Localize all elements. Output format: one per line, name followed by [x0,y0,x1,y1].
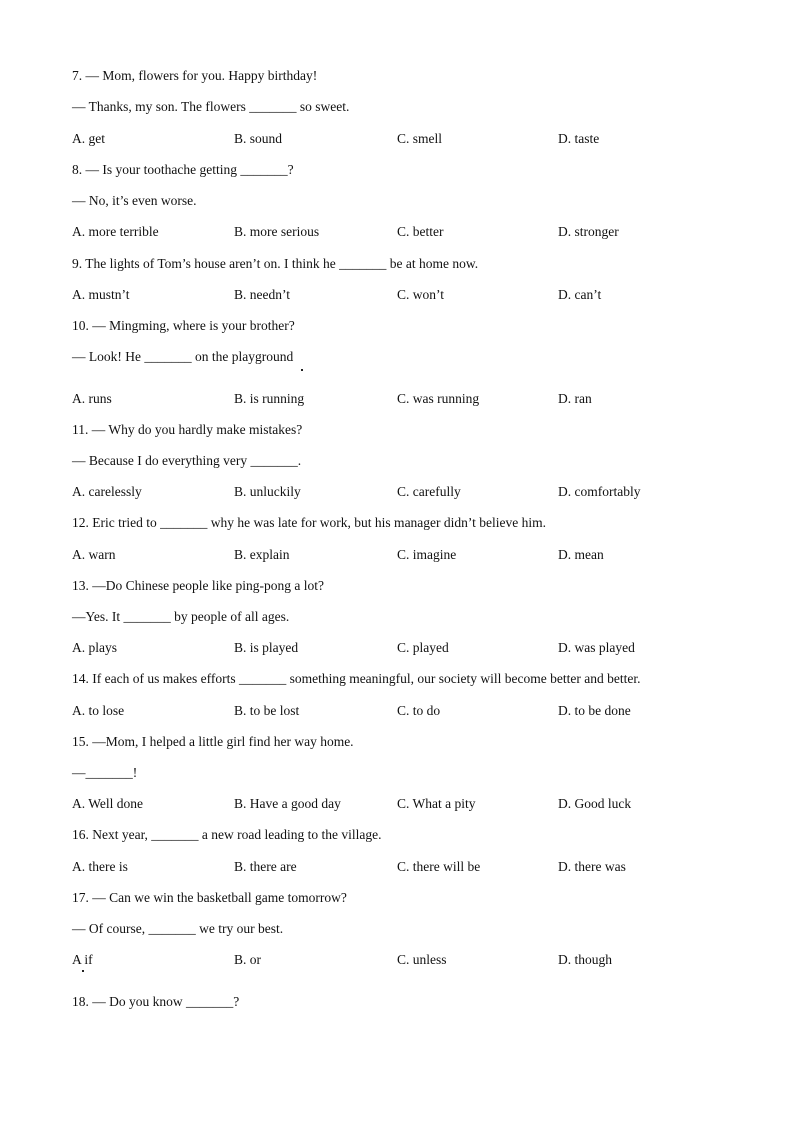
option-b[interactable]: B. is running [234,391,305,406]
option-b[interactable]: B. is played [234,640,299,655]
option-d[interactable]: D. there was [558,859,626,874]
option-c[interactable]: C. there will be [397,859,481,874]
question-17-reply: — Of course, _______ we try our best. [72,921,284,936]
option-a[interactable]: A. Well done [72,796,144,811]
option-d[interactable]: D. was played [558,640,635,655]
option-d[interactable]: D. stronger [558,224,619,239]
option-d[interactable]: D. ran [558,391,592,406]
question-10-options [0,391,794,407]
option-c[interactable]: C. played [397,640,449,655]
option-d[interactable]: D. mean [558,547,604,562]
option-a[interactable]: A. carelessly [72,484,142,499]
question-16-options [0,859,794,875]
question-7-stem: 7. — Mom, flowers for you. Happy birthday! [72,68,318,83]
question-8-options [0,224,794,240]
option-c[interactable]: C. imagine [397,547,457,562]
option-a[interactable]: A. more terrible [72,224,159,239]
question-7-options [0,131,794,147]
option-d[interactable]: D. can’t [558,287,602,302]
option-b[interactable]: B. sound [234,131,283,146]
question-17-stem: 17. — Can we win the basketball game tomorrow? [72,890,347,905]
question-13-options [0,640,794,656]
question-8-stem: 8. — Is your toothache getting _______? [72,162,294,177]
question-15-options [0,796,794,812]
option-a[interactable]: A. to lose [72,703,125,718]
question-8-reply: — No, it’s even worse. [72,193,197,208]
question-9-options [0,287,794,303]
stray-dot [82,970,84,972]
option-b[interactable]: B. there are [234,859,297,874]
option-b[interactable]: B. more serious [234,224,320,239]
question-13-stem: 13. —Do Chinese people like ping-pong a lot? [72,578,324,593]
option-b[interactable]: B. needn’t [234,287,290,302]
option-b[interactable]: B. to be lost [234,703,300,718]
question-15-reply: —_______! [72,765,138,780]
option-d[interactable]: D. to be done [558,703,631,718]
option-d[interactable]: D. taste [558,131,600,146]
option-b[interactable]: B. or [234,952,261,967]
option-c[interactable]: C. unless [397,952,447,967]
question-10-reply: — Look! He _______ on the playground [72,349,294,364]
option-c[interactable]: C. won’t [397,287,445,302]
option-c[interactable]: C. better [397,224,444,239]
question-10-stem: 10. — Mingming, where is your brother? [72,318,295,333]
question-18-stem: 18. — Do you know _______? [72,994,240,1009]
option-a[interactable]: A. runs [72,391,112,406]
option-a[interactable]: A if [72,952,93,967]
option-c[interactable]: C. to do [397,703,441,718]
question-16-stem: 16. Next year, _______ a new road leading to the village. [72,827,382,842]
question-12-stem: 12. Eric tried to _______ why he was late for work, but his manager didn’t believe him. [72,515,547,530]
option-d[interactable]: D. though [558,952,612,967]
stray-dot [301,369,303,371]
option-b[interactable]: B. unluckily [234,484,301,499]
option-b[interactable]: B. Have a good day [234,796,341,811]
question-9-stem: 9. The lights of Tom’s house aren’t on. I think he _______ be at home now. [72,256,479,271]
option-c[interactable]: C. carefully [397,484,461,499]
question-13-reply: —Yes. It _______ by people of all ages. [72,609,290,624]
question-14-stem: 14. If each of us makes efforts _______ something meaningful, our society will become better and better. [72,671,641,686]
option-c[interactable]: C. What a pity [397,796,476,811]
option-c[interactable]: C. was running [397,391,480,406]
question-11-options [0,484,794,500]
option-d[interactable]: D. comfortably [558,484,641,499]
option-d[interactable]: D. Good luck [558,796,632,811]
question-12-options [0,547,794,563]
option-c[interactable]: C. smell [397,131,443,146]
option-a[interactable]: A. mustn’t [72,287,130,302]
option-a[interactable]: A. warn [72,547,116,562]
question-15-stem: 15. —Mom, I helped a little girl find her way home. [72,734,354,749]
option-a[interactable]: A. there is [72,859,128,874]
option-a[interactable]: A. get [72,131,105,146]
question-17-options [0,952,794,968]
question-14-options [0,703,794,719]
option-a[interactable]: A. plays [72,640,117,655]
question-11-stem: 11. — Why do you hardly make mistakes? [72,422,303,437]
option-b[interactable]: B. explain [234,547,290,562]
question-11-reply: — Because I do everything very _______. [72,453,302,468]
question-7-reply: — Thanks, my son. The flowers _______ so sweet. [72,99,350,114]
